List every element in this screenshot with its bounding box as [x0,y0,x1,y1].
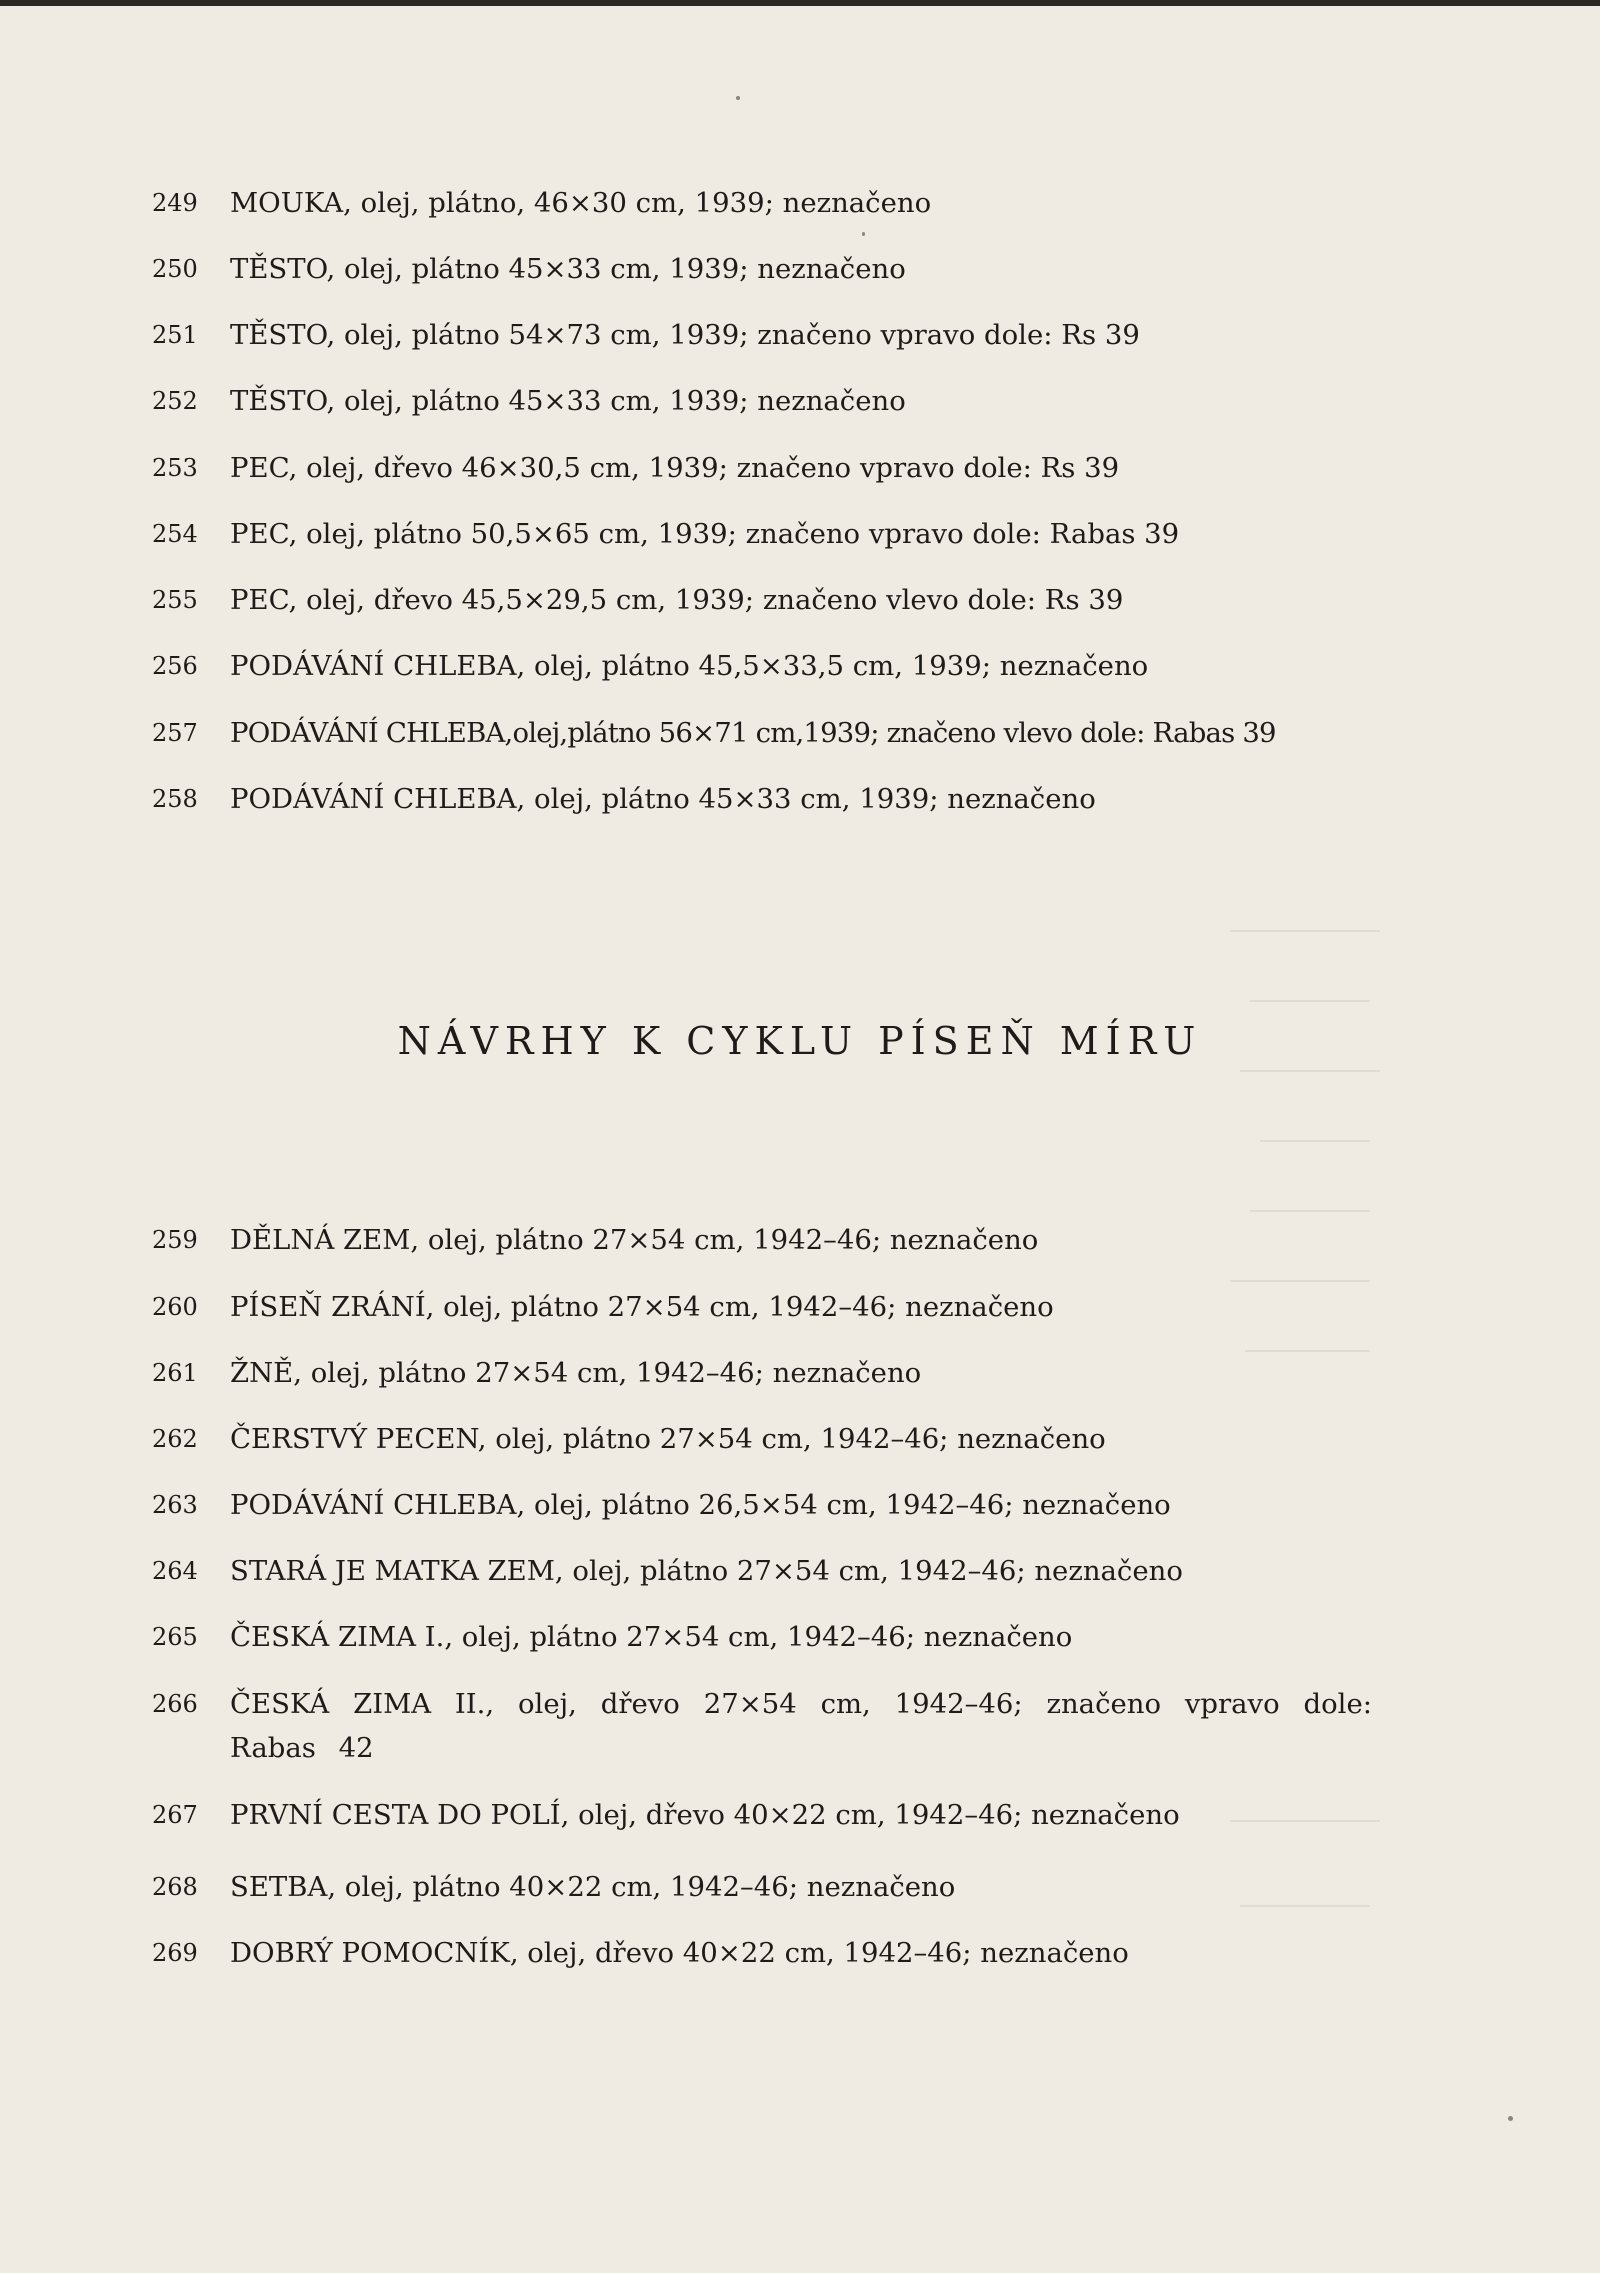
show-through-line [1230,930,1380,932]
show-through-line [1250,1210,1370,1212]
entry-text: STARÁ JE MATKA ZEM, olej, plátno 27×54 cm, 1942–46; neznačeno [230,1555,1183,1587]
entry-text: PODÁVÁNÍ CHLEBA, olej, plátno 45,5×33,5 cm, 1939; neznačeno [230,650,1149,682]
entry-text: PRVNÍ CESTA DO POLÍ, olej, dřevo 40×22 cm, 1942–46; neznačeno [230,1799,1180,1831]
entry-number: 252 [152,387,198,415]
entry-text: DOBRÝ POMOCNÍK, olej, dřevo 40×22 cm, 1942–46; neznačeno [230,1937,1129,1969]
entry-text: TĚSTO, olej, plátno 45×33 cm, 1939; neznačeno [230,253,906,285]
entry-text: PEC, olej, dřevo 46×30,5 cm, 1939; značeno vpravo dole: Rs 39 [230,452,1120,484]
entry-number: 258 [152,785,198,813]
entry-number: 264 [152,1557,198,1585]
entry-text: TĚSTO, olej, plátno 45×33 cm, 1939; neznačeno [230,385,906,417]
entry-number: 263 [152,1491,198,1519]
entry-number: 262 [152,1425,198,1453]
entry-number: 250 [152,255,198,283]
entry-text: PODÁVÁNÍ CHLEBA, olej, plátno 26,5×54 cm, 1942–46; neznačeno [230,1489,1171,1521]
entry-number: 268 [152,1873,198,1901]
entry-number: 259 [152,1226,198,1254]
entry-text: SETBA, olej, plátno 40×22 cm, 1942–46; neznačeno [230,1871,956,1903]
entry-number: 249 [152,189,198,217]
entry-number: 269 [152,1939,198,1967]
entry-number: 267 [152,1801,198,1829]
entry-number: 257 [152,719,198,747]
page-top-edge [0,0,1600,6]
entry-number: 255 [152,586,198,614]
entry-number: 261 [152,1359,198,1387]
entry-text: ČESKÁ ZIMA II., olej, dřevo 27×54 cm, 1942–46; značeno vpravo dole: Rabas 42 [230,1688,1372,1764]
entry-number: 260 [152,1293,198,1321]
entry-text: DĚLNÁ ZEM, olej, plátno 27×54 cm, 1942–46; neznačeno [230,1224,1039,1256]
entry-number: 266 [152,1690,198,1718]
paper-speck [862,232,865,236]
show-through-line [1250,1000,1370,1002]
entry-number: 265 [152,1623,198,1651]
entry-number: 254 [152,520,198,548]
entry-text: ŽNĚ, olej, plátno 27×54 cm, 1942–46; neznačeno [230,1357,922,1389]
entry-text: MOUKA, olej, plátno, 46×30 cm, 1939; neznačeno [230,187,932,219]
entry-text: PEC, olej, dřevo 45,5×29,5 cm, 1939; značeno vlevo dole: Rs 39 [230,584,1124,616]
show-through-line [1230,1280,1370,1282]
show-through-line [1260,1140,1370,1142]
entry-text: ČESKÁ ZIMA I., olej, plátno 27×54 cm, 1942–46; neznačeno [230,1621,1073,1653]
entry-text: PODÁVÁNÍ CHLEBA, olej, plátno 45×33 cm, 1939; neznačeno [230,783,1096,815]
section-heading: NÁVRHY K CYKLU PÍSEŇ MÍRU [397,1019,1203,1063]
entry-number: 251 [152,321,198,349]
entry-text: PÍSEŇ ZRÁNÍ, olej, plátno 27×54 cm, 1942–46; neznačeno [230,1291,1054,1323]
entry-number: 256 [152,652,198,680]
entry-number: 253 [152,454,198,482]
entry-text: PEC, olej, plátno 50,5×65 cm, 1939; značeno vpravo dole: Rabas 39 [230,518,1180,550]
show-through-line [1240,1070,1380,1072]
paper-speck [1508,2116,1513,2121]
paper-speck [736,96,740,100]
entry-text: TĚSTO, olej, plátno 54×73 cm, 1939; značeno vpravo dole: Rs 39 [230,319,1140,351]
entry-text: ČERSTVÝ PECEN, olej, plátno 27×54 cm, 1942–46; neznačeno [230,1423,1106,1455]
entry-text: PODÁVÁNÍ CHLEBA,olej,plátno 56×71 cm,1939; značeno vlevo dole: Rabas 39 [230,717,1276,749]
